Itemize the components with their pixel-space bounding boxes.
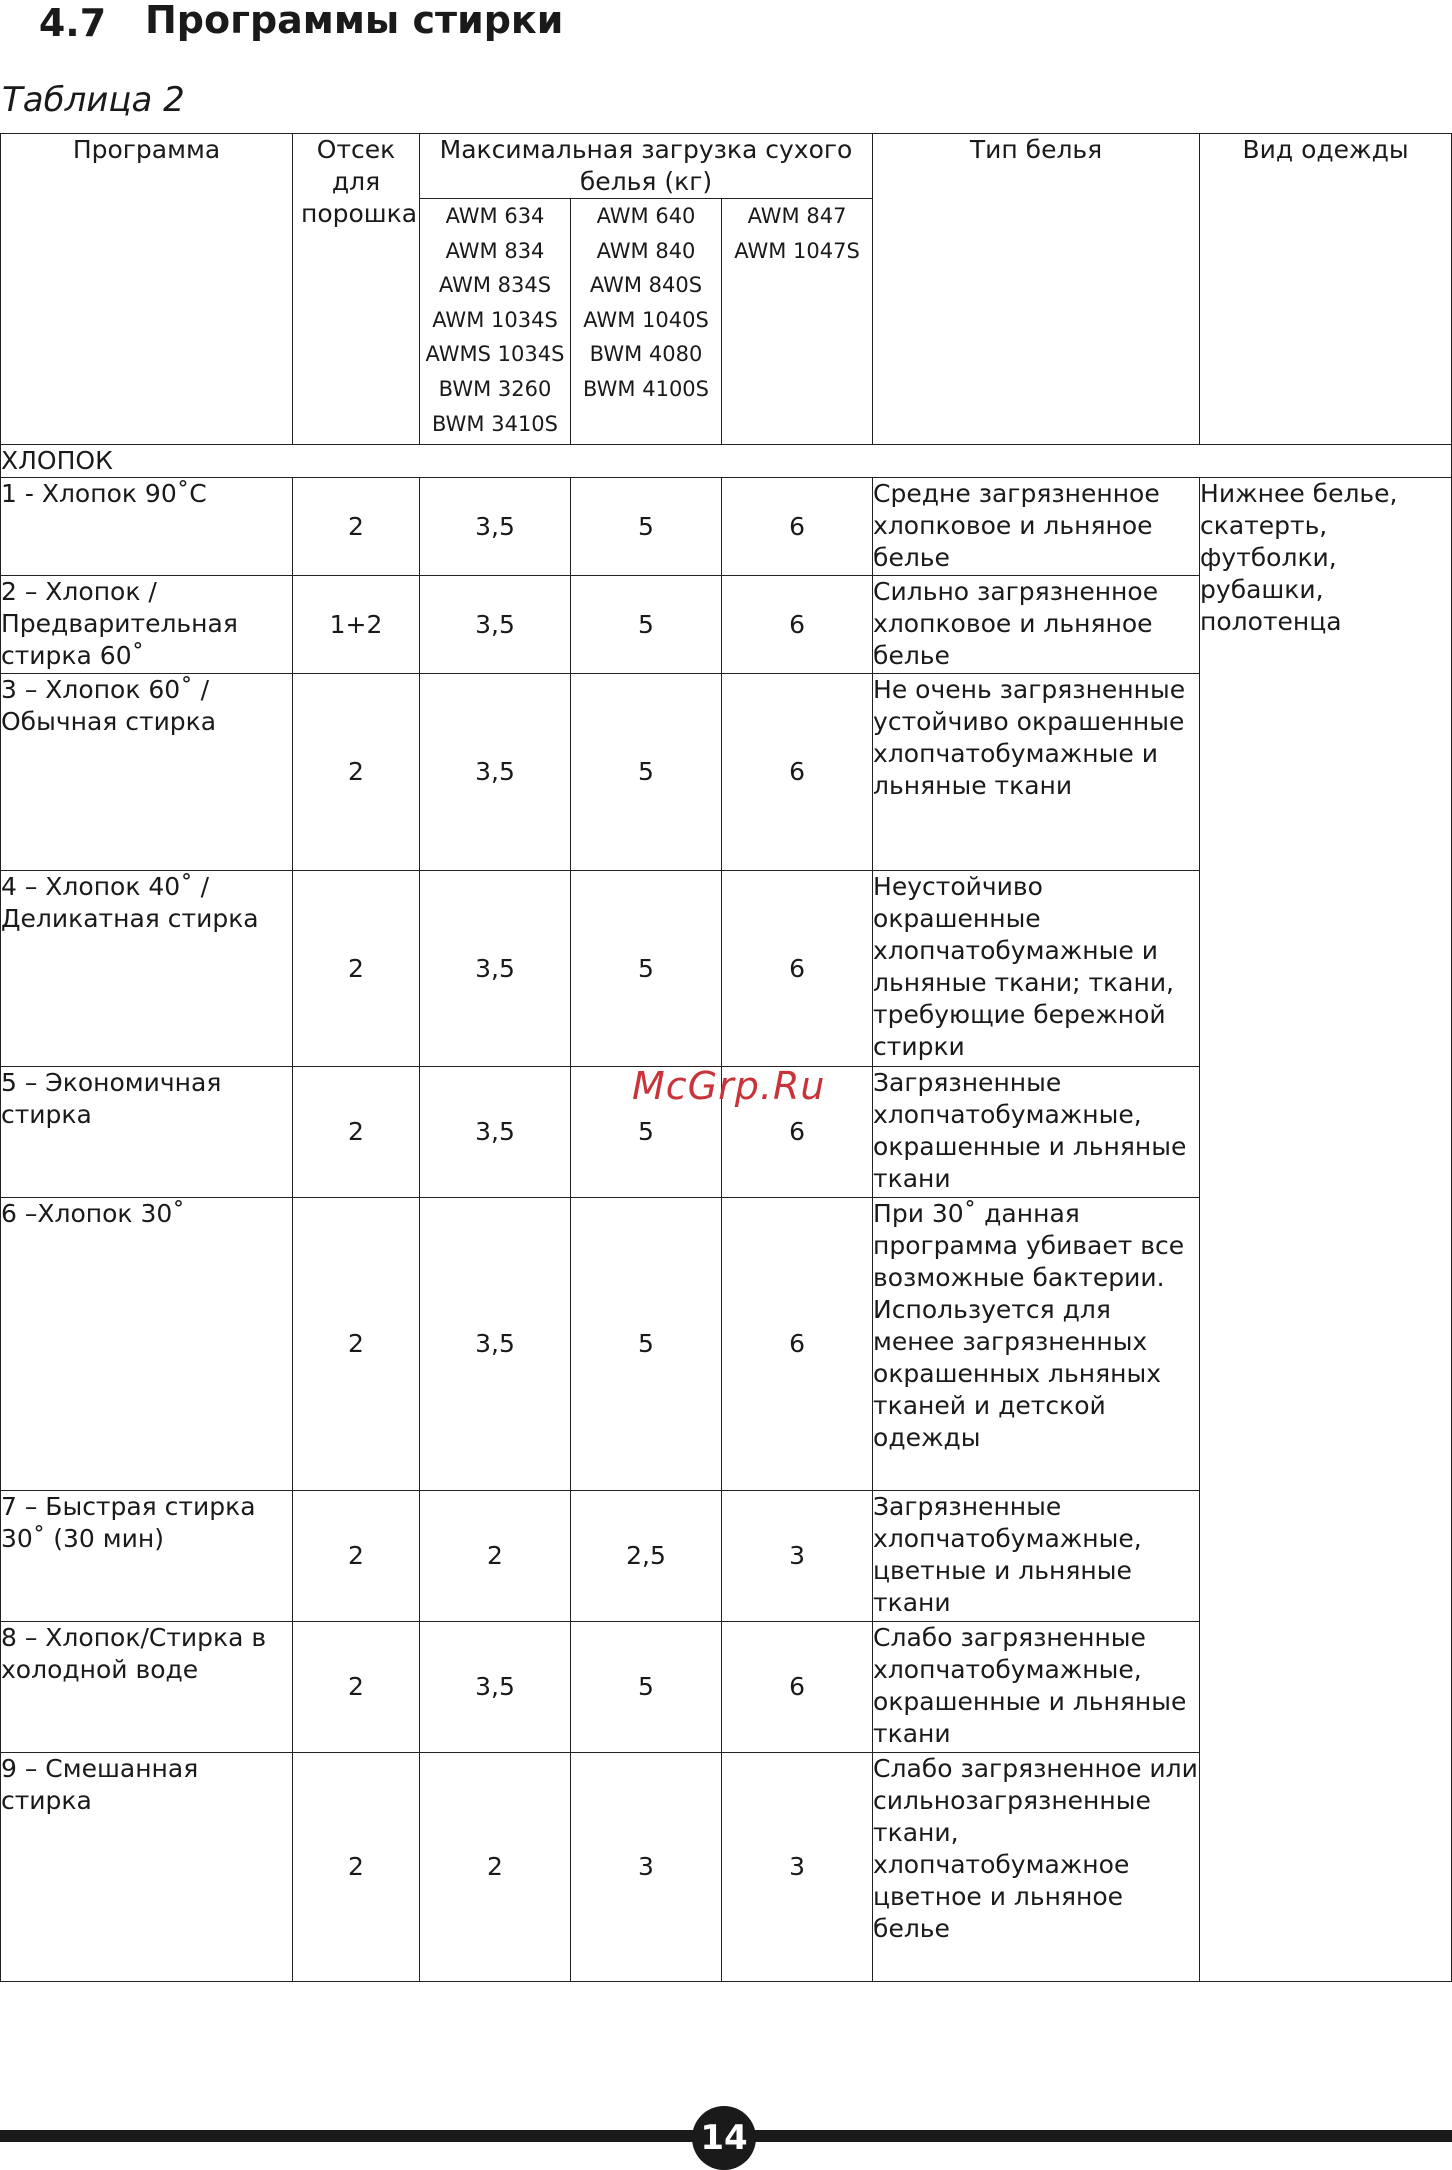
header-program: Программа [1, 134, 293, 445]
load-value-3: 6 [722, 871, 873, 1067]
load-value-3: 3 [722, 1491, 873, 1622]
section-number: 4.7 [38, 0, 107, 45]
model-name: AWM 834 [445, 238, 545, 263]
load-value-2: 5 [571, 576, 722, 674]
model-name: BWM 4100S [583, 376, 709, 401]
group-label-cotton: ХЛОПОК [1, 445, 1452, 478]
model-name: BWM 3410S [432, 411, 558, 436]
program-name: 3 – Хлопок 60˚ / Обычная стирка [1, 674, 293, 871]
load-value-1: 3,5 [420, 576, 571, 674]
load-value-3: 6 [722, 1067, 873, 1198]
load-value-1: 3,5 [420, 871, 571, 1067]
watermark: McGrp.Ru [632, 1064, 826, 1108]
program-name: 5 – Экономичная стирка [1, 1067, 293, 1198]
fabric-type: При 30˚ данная программа убивает все возможные бактерии. Используется для менее загрязненных окрашенных льняных тканей и детской одежды [873, 1198, 1200, 1491]
programs-table [0, 133, 1452, 1982]
model-name: AWM 1034S [432, 307, 558, 332]
fabric-type: Загрязненные хлопчатобумажные, окрашенные и льняные ткани [873, 1067, 1200, 1198]
load-value-3: 6 [722, 674, 873, 871]
program-name: 6 –Хлопок 30˚ [1, 1198, 293, 1491]
fabric-type: Загрязненные хлопчатобумажные, цветные и льняные ткани [873, 1491, 1200, 1622]
load-value-3: 6 [722, 1622, 873, 1753]
header-compartment: Отсек для порошка [293, 134, 420, 445]
compartment-value: 2 [293, 1198, 420, 1491]
load-value-3: 6 [722, 1198, 873, 1491]
model-name: AWM 640 [596, 204, 696, 228]
program-name: 9 – Смешанная стирка [1, 1753, 293, 1982]
compartment-value: 2 [293, 1491, 420, 1622]
program-name: 2 – Хлопок / Предварительная стирка 60˚ [1, 576, 293, 674]
load-value-2: 5 [571, 1067, 722, 1198]
compartment-value: 2 [293, 871, 420, 1067]
table-caption: Таблица 2 [2, 80, 185, 120]
program-name: 1 - Хлопок 90˚С [1, 478, 293, 576]
load-value-2: 5 [571, 478, 722, 576]
header-fabric-type: Тип белья [873, 134, 1200, 445]
load-value-3: 6 [722, 576, 873, 674]
compartment-value: 2 [293, 1067, 420, 1198]
header-clothing: Вид одежды [1200, 134, 1452, 445]
load-value-1: 3,5 [420, 1067, 571, 1198]
clothing-cell: Нижнее белье, скатерть, футболки, рубашки, полотенца [1200, 478, 1452, 1982]
compartment-value: 2 [293, 1622, 420, 1753]
compartment-value: 2 [293, 1753, 420, 1982]
load-value-2: 5 [571, 871, 722, 1067]
load-value-2: 5 [571, 1622, 722, 1753]
model-group-2 [571, 199, 722, 445]
load-value-2: 2,5 [571, 1491, 722, 1622]
load-value-1: 2 [420, 1491, 571, 1622]
model-name: AWM 1047S [734, 238, 860, 263]
fabric-type: Средне загрязненное хлопковое и льняное белье [873, 478, 1200, 576]
load-value-1: 3,5 [420, 478, 571, 576]
program-name: 7 – Быстрая стирка 30˚ (30 мин) [1, 1491, 293, 1622]
fabric-type: Сильно загрязненное хлопковое и льняное белье [873, 576, 1200, 674]
load-value-2: 5 [571, 674, 722, 871]
header-max-load: Максимальная загрузка сухого белья (кг) [420, 134, 873, 199]
load-value-3: 6 [722, 478, 873, 576]
load-value-1: 3,5 [420, 674, 571, 871]
load-value-2: 3 [571, 1753, 722, 1982]
model-name: AWM 847 [747, 204, 847, 228]
fabric-type: Не очень загрязненные устойчиво окрашенные хлопчатобумажные и льняные ткани [873, 674, 1200, 871]
load-value-3: 3 [722, 1753, 873, 1982]
compartment-value: 2 [293, 478, 420, 576]
model-group-3 [722, 199, 873, 445]
load-value-1: 2 [420, 1753, 571, 1982]
fabric-type: Слабо загрязненное или сильнозагрязненные ткани, хлопчатобумажное цветное и льняное белье [873, 1753, 1200, 1982]
model-name: AWMS 1034S [425, 342, 565, 367]
model-name: BWM 4080 [589, 342, 703, 367]
section-heading [0, 0, 563, 43]
fabric-type: Неустойчиво окрашенные хлопчатобумажные и льняные ткани; ткани, требующие бережной стирки [873, 871, 1200, 1067]
compartment-value: 2 [293, 674, 420, 871]
fabric-type: Слабо загрязненные хлопчатобумажные, окрашенные и льняные ткани [873, 1622, 1200, 1753]
load-value-2: 5 [571, 1198, 722, 1491]
model-name: AWM 1040S [583, 307, 709, 332]
program-name: 8 – Хлопок/Стирка в холодной воде [1, 1622, 293, 1753]
load-value-1: 3,5 [420, 1198, 571, 1491]
model-name: BWM 3260 [438, 376, 552, 401]
compartment-value: 1+2 [293, 576, 420, 674]
model-name: AWM 840 [596, 238, 696, 263]
model-name: AWM 840S [589, 273, 703, 298]
section-title: Программы стирки [145, 0, 564, 42]
model-name: AWM 834S [438, 273, 552, 298]
model-name: AWM 634 [445, 204, 545, 228]
program-name: 4 – Хлопок 40˚ / Деликатная стирка [1, 871, 293, 1067]
page-number: 14 [692, 2106, 756, 2170]
model-group-1 [420, 199, 571, 445]
load-value-1: 3,5 [420, 1622, 571, 1753]
